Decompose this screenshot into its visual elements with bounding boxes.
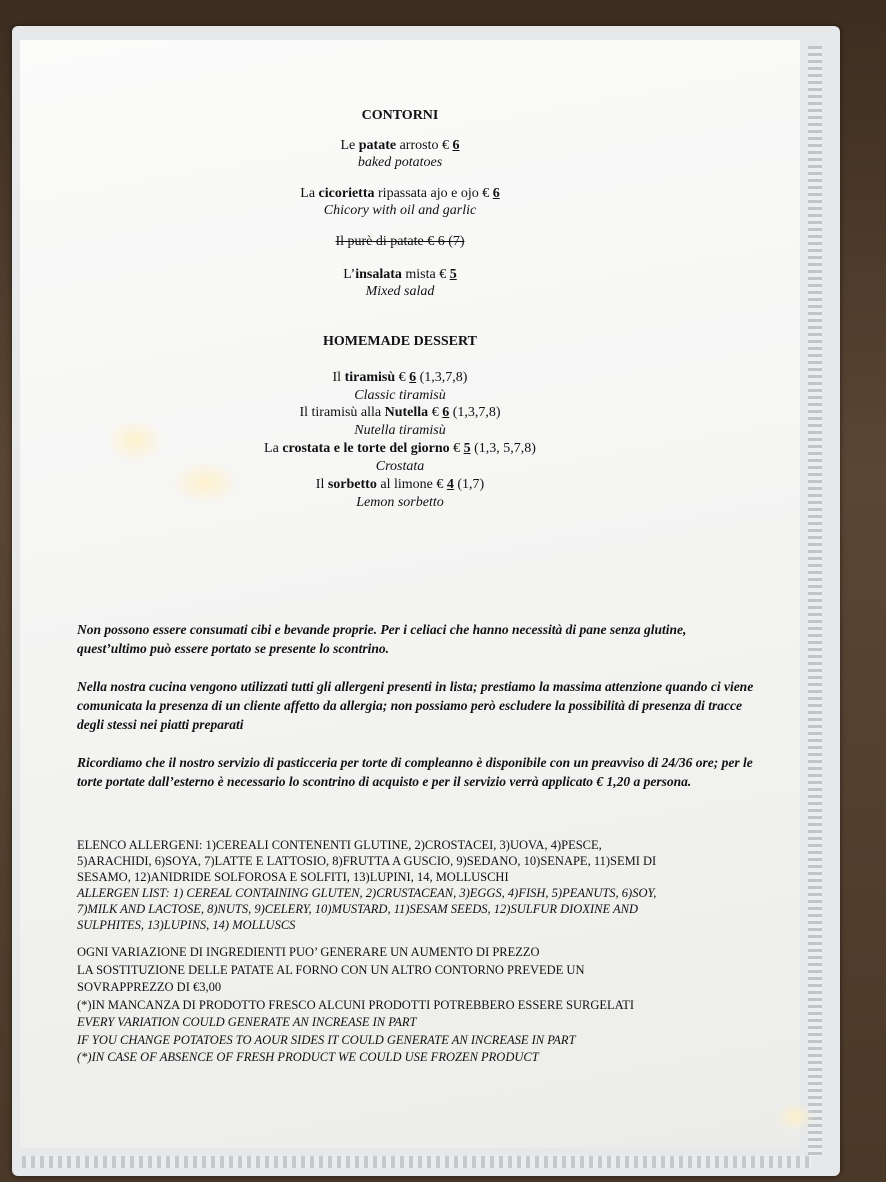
- allergen-line: 7)MILK AND LACTOSE, 8)NUTS, 9)CELERY, 10)MUSTARD, 11)SESAM SEEDS, 12)SULFUR DIOXINE AND: [77, 902, 638, 916]
- menu-item: Il sorbetto al limone € 4 (1,7): [315, 477, 485, 492]
- note-paragraph: Non possono essere consumati cibi e bevande proprie. Per i celiaci che hanno necessità di pane senza glutine, quest’ultimo può essere portato se presente lo scontrino.: [77, 622, 687, 656]
- allergen-line: 5)ARACHIDI, 6)SOYA, 7)LATTE E LATTOSIO, 8)FRUTTA A GUSCIO, 9)SEDANO, 10)SENAPE, 11)SEMI DI: [77, 854, 657, 868]
- menu-item: La crostata e le torte del giorno € 5 (1,3, 5,7,8): [264, 441, 536, 456]
- struck-menu-item: Il purè di patate € 6 (7): [335, 234, 465, 249]
- menu-item-translation: Classic tiramisù: [354, 388, 446, 403]
- note-paragraph: Nella nostra cucina vengono utilizzati tutti gli allergeni presenti in lista; prestiamo la massima attenzione quando ci viene comunicata la presenza di un cliente affetto da allergia; non possiamo però escludere la possibilità di presenza di tracce degli stessi nei piatti preparati: [77, 679, 754, 732]
- variation-line: OGNI VARIAZIONE DI INGREDIENTI PUO’ GENERARE UN AUMENTO DI PREZZO: [77, 945, 540, 959]
- variation-line: SOVRAPPREZZO DI €3,00: [77, 980, 222, 994]
- menu-item: Il tiramisù € 6 (1,3,7,8): [332, 370, 468, 385]
- variations-block: [77, 944, 777, 1067]
- menu-item-translation: Crostata: [375, 459, 425, 474]
- menu-item-translation: Chicory with oil and garlic: [323, 203, 477, 218]
- section-heading-dessert: HOMEMADE DESSERT: [323, 334, 477, 349]
- allergen-line: SULPHITES, 13)LUPINS, 14) MOLLUSCS: [77, 918, 296, 932]
- sleeve-bottom-seam: [22, 1156, 812, 1168]
- menu-item: La cicorietta ripassata ajo e ojo € 6: [300, 186, 500, 201]
- menu-item-translation: baked potatoes: [357, 155, 443, 170]
- menu-item: Il tiramisù alla Nutella € 6 (1,3,7,8): [299, 405, 501, 420]
- note-paragraph: Ricordiamo che il nostro servizio di pasticceria per torte di compleanno è disponibile con un preavviso di 24/36 ore; per le torte portate dall’esterno è necessario lo scontrino di acquisto e per il servizio verrà applicato € 1,20 a persona.: [77, 755, 753, 789]
- menu-item-translation: Lemon sorbetto: [356, 495, 444, 510]
- menu-item: L’insalata mista € 5: [343, 267, 457, 282]
- light-glare: [775, 1102, 815, 1132]
- sleeve-seam: [808, 46, 822, 1156]
- allergen-line: SESAMO, 12)ANIDRIDE SOLFOROSA E SOLFITI, 13)LUPINI, 14, MOLLUSCHI: [77, 870, 509, 884]
- menu-item-translation: Nutella tiramisù: [354, 423, 446, 438]
- variation-line: (*)IN MANCANZA DI PRODOTTO FRESCO ALCUNI PRODOTTI POTREBBERO ESSERE SURGELATI: [77, 997, 635, 1012]
- allergen-list: [77, 837, 777, 933]
- variation-line: EVERY VARIATION COULD GENERATE AN INCREASE IN PART: [77, 1015, 417, 1029]
- notes-block: [77, 620, 757, 810]
- menu-item-translation: Mixed salad: [365, 284, 435, 299]
- variation-line: IF YOU CHANGE POTATOES TO AOUR SIDES IT COULD GENERATE AN INCREASE IN PART: [77, 1032, 576, 1047]
- menu-item: Le patate arrosto € 6: [340, 138, 460, 153]
- allergen-line: ELENCO ALLERGENI: 1)CEREALI CONTENENTI GLUTINE, 2)CROSTACEI, 3)UOVA, 4)PESCE,: [77, 838, 602, 852]
- section-heading-contorni: CONTORNI: [361, 108, 439, 123]
- allergen-line: ALLERGEN LIST: 1) CEREAL CONTAINING GLUTEN, 2)CRUSTACEAN, 3)EGGS, 4)FISH, 5)PEANUTS, 6)SOY,: [77, 886, 657, 900]
- variation-line: LA SOSTITUZIONE DELLE PATATE AL FORNO CON UN ALTRO CONTORNO PREVEDE UN: [77, 962, 585, 977]
- menu-page: [20, 40, 800, 1148]
- variation-line: (*)IN CASE OF ABSENCE OF FRESH PRODUCT WE COULD USE FROZEN PRODUCT: [77, 1050, 539, 1064]
